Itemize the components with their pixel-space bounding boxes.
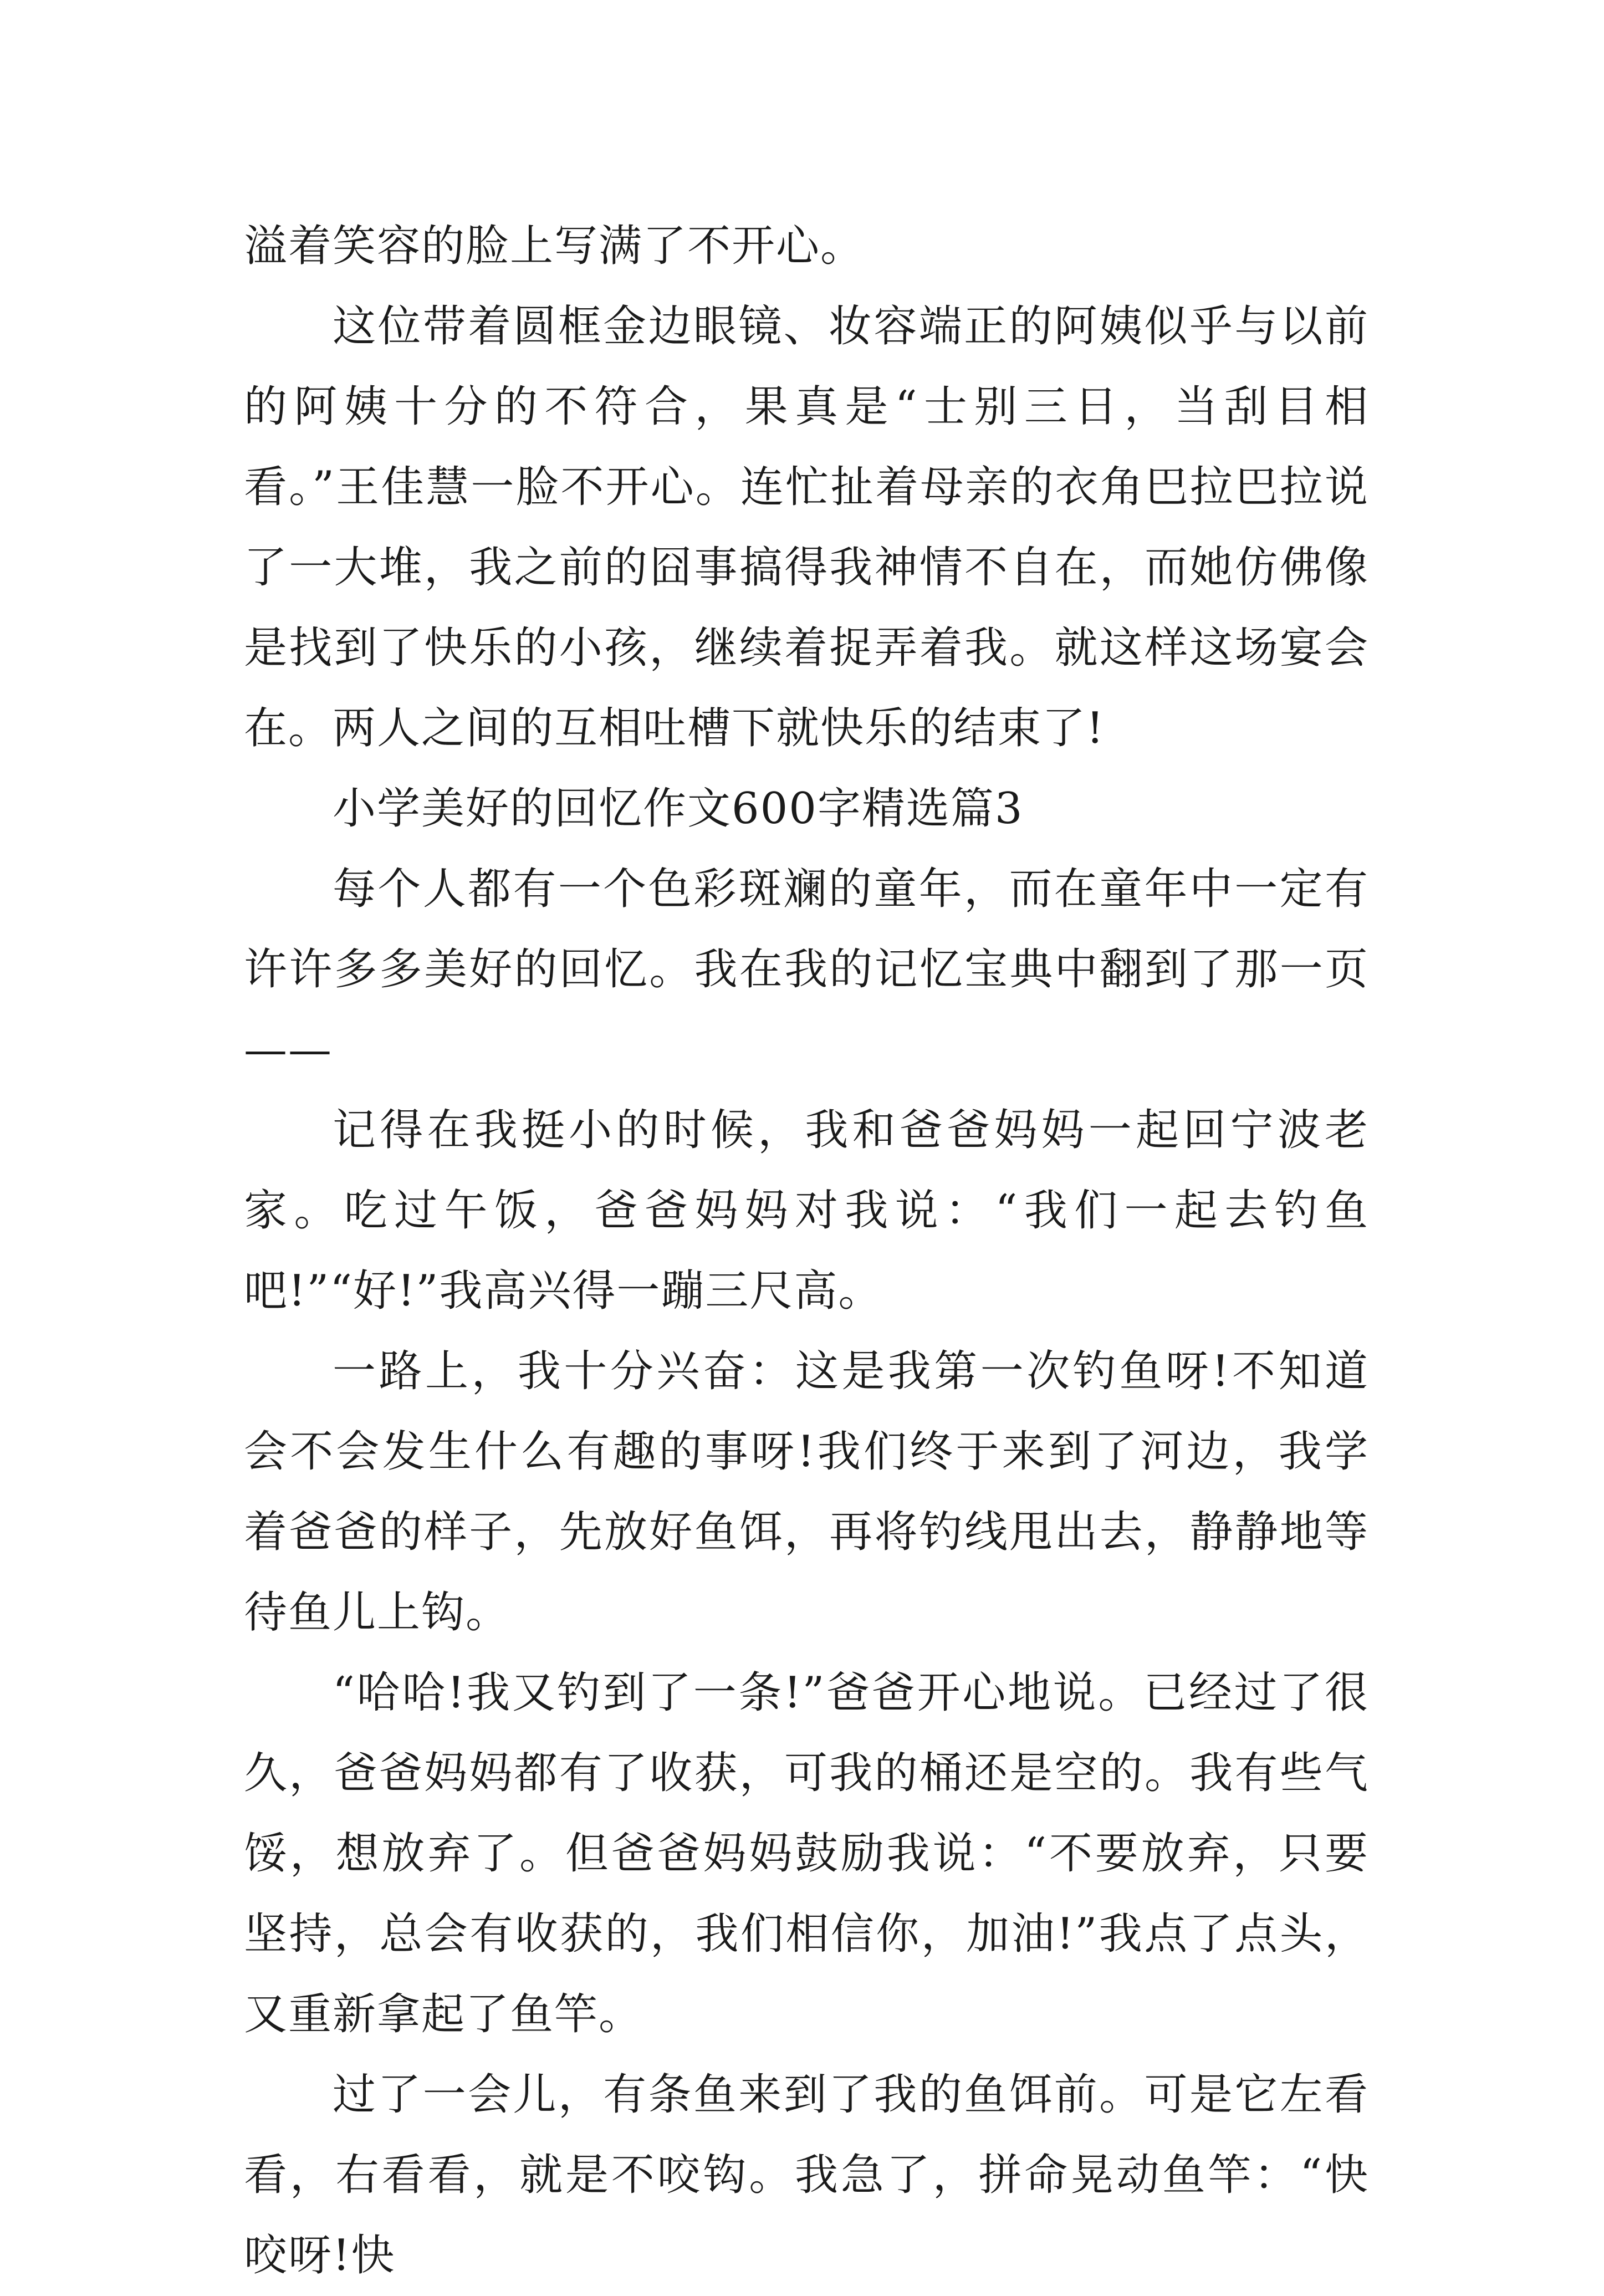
paragraph-6: “哈哈!我又钓到了一条!”爸爸开心地说。已经过了很久，爸爸妈妈都有了收获，可我的桶还是空的。我有些气馁，想放弃了。但爸爸妈妈鼓励我说：“不要放弃，只要坚持，总会有收获的，我们相信你，加油!”我点了点头，又重新拿起了鱼竿。 xyxy=(244,1668,1369,2039)
paragraph-5: 一路上，我十分兴奋：这是我第一次钓鱼呀!不知道会不会发生什么有趣的事呀!我们终于来到了河边，我学着爸爸的样子，先放好鱼饵，再将钓线甩出去，静静地等待鱼儿上钩。 xyxy=(244,1346,1369,1637)
paragraph-7: 过了一会儿，有条鱼来到了我的鱼饵前。可是它左看看，右看看，就是不咬钩。我急了，拼命晃动鱼竿：“快咬呀!快 xyxy=(244,2070,1369,2280)
paragraph-4: 记得在我挺小的时候，我和爸爸妈妈一起回宁波老家。吃过午饭，爸爸妈妈对我说：“我们一起去钓鱼吧!”“好!”我高兴得一蹦三尺高。 xyxy=(244,1105,1369,1316)
paragraph-2: 这位带着圆框金边眼镜、妆容端正的阿姨似乎与以前的阿姨十分的不符合，果真是“士别三日，当刮目相看。”王佳慧一脸不开心。连忙扯着母亲的衣角巴拉巴拉说了一大堆，我之前的囧事搞得我神情不自在，而她仿佛像是找到了快乐的小孩，继续着捉弄着我。就这样这场宴会在。两人之间的互相吐槽下就快乐的结束了! xyxy=(244,302,1369,753)
document-body xyxy=(244,206,1369,2296)
paragraph-1: 溢着笑容的脸上写满了不开心。 xyxy=(244,221,865,271)
paragraph-3: 每个人都有一个色彩斑斓的童年，而在童年中一定有许许多多美好的回忆。我在我的记忆宝典中翻到了那一页—— xyxy=(244,864,1369,1075)
section-heading: 小学美好的回忆作文600字精选篇3 xyxy=(333,784,1024,834)
